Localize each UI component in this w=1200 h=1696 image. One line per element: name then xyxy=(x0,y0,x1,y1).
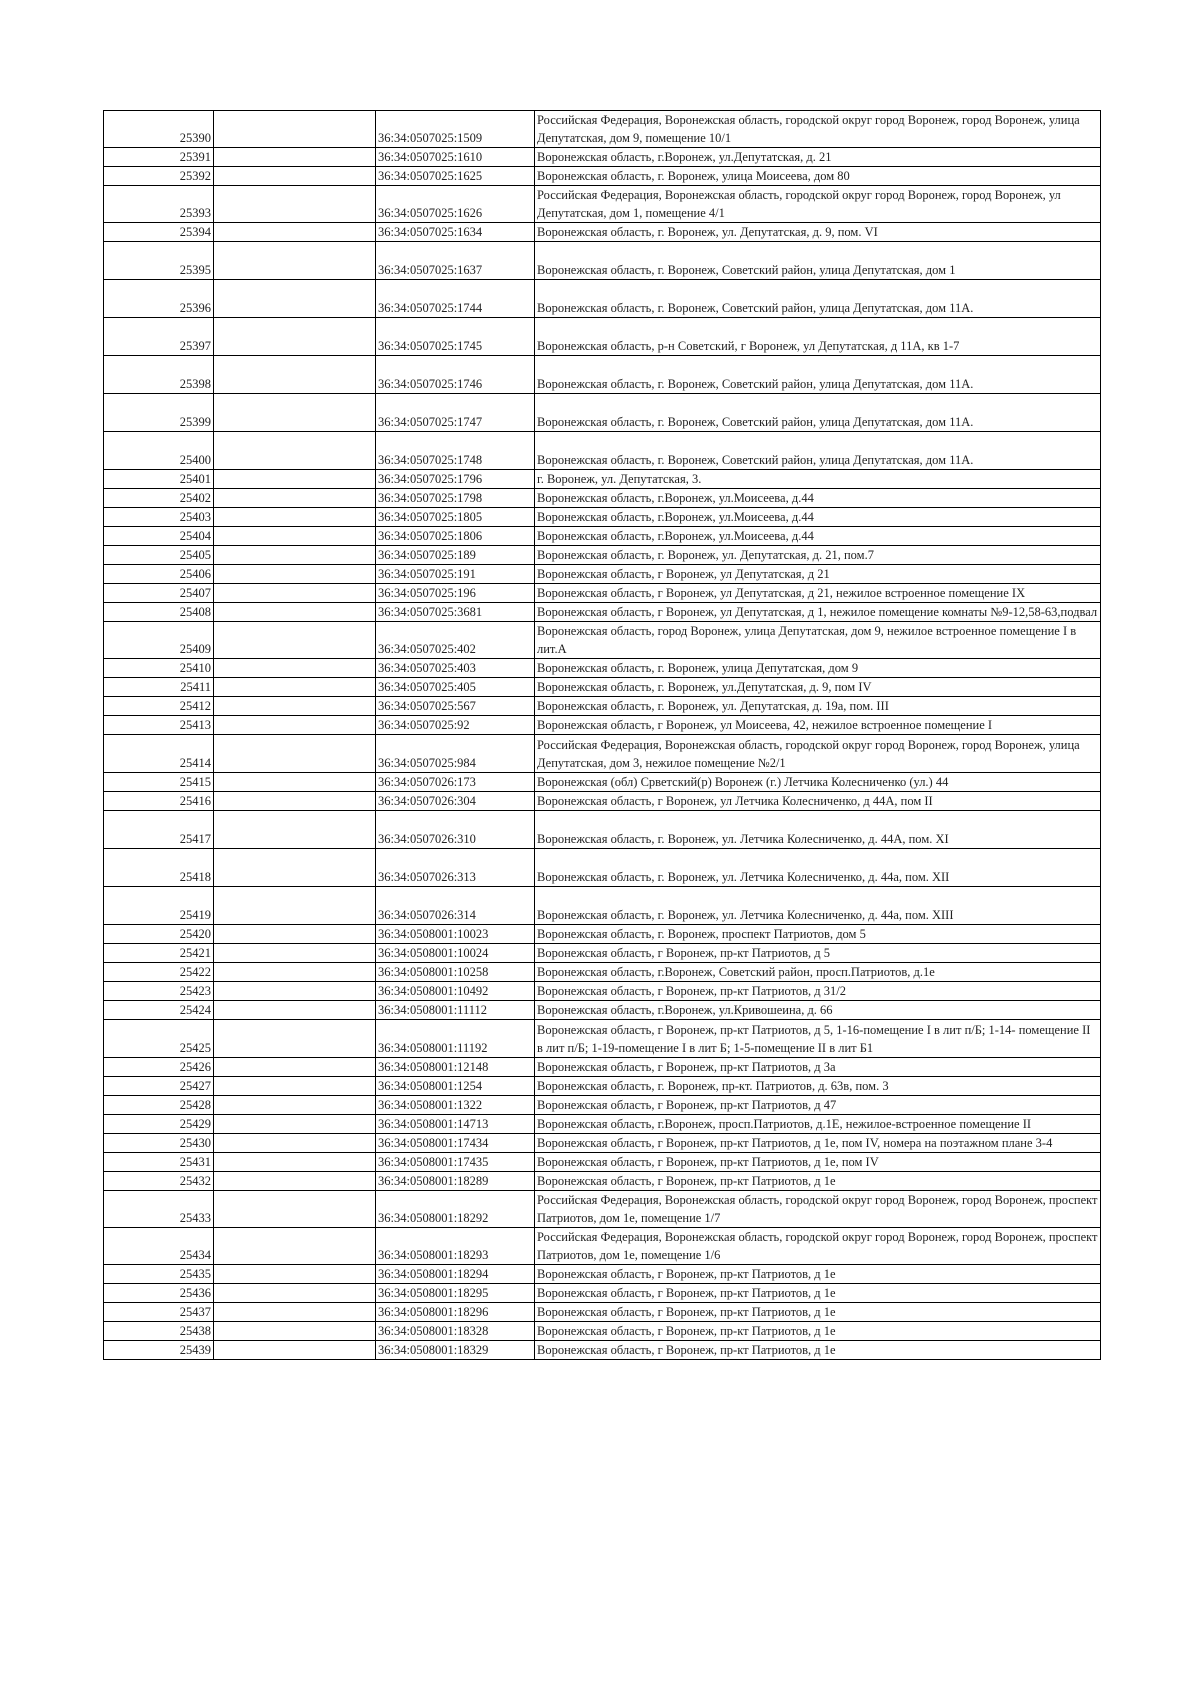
table-row xyxy=(104,546,1101,565)
table-row xyxy=(104,849,1101,887)
table-row xyxy=(104,716,1101,735)
address: Воронежская область, г. Воронеж, улица Моисеева, дом 80 xyxy=(535,167,1101,186)
row-number: 25418 xyxy=(104,849,214,887)
cadastral-number: 36:34:0507026:313 xyxy=(376,849,535,887)
address: Воронежская область, г. Воронеж, ул. Летчика Колесниченко, д. 44А, пом. XI xyxy=(535,811,1101,849)
cadastral-number: 36:34:0508001:18328 xyxy=(376,1322,535,1341)
empty-cell xyxy=(214,1077,376,1096)
cadastral-number: 36:34:0507025:405 xyxy=(376,678,535,697)
empty-cell xyxy=(214,963,376,982)
row-number: 25394 xyxy=(104,223,214,242)
address: Воронежская область, г Воронеж, пр-кт Патриотов, д 1е xyxy=(535,1172,1101,1191)
row-number: 25412 xyxy=(104,697,214,716)
table-row xyxy=(104,887,1101,925)
address: Воронежская область, г Воронеж, пр-кт Патриотов, д 1е xyxy=(535,1303,1101,1322)
cadastral-number: 36:34:0508001:10258 xyxy=(376,963,535,982)
cadastral-number: 36:34:0507025:1748 xyxy=(376,432,535,470)
table-row xyxy=(104,148,1101,167)
row-number: 25422 xyxy=(104,963,214,982)
address: Российская Федерация, Воронежская область, городской округ город Воронеж, город Воронеж, улица Депутатская, дом 9, помещение 10/1 xyxy=(535,111,1101,148)
table-row xyxy=(104,792,1101,811)
table-row xyxy=(104,1096,1101,1115)
address: Воронежская область, г Воронеж, пр-кт Патриотов, д 3а xyxy=(535,1058,1101,1077)
row-number: 25426 xyxy=(104,1058,214,1077)
cadastral-number: 36:34:0508001:18294 xyxy=(376,1265,535,1284)
cadastral-number: 36:34:0507025:402 xyxy=(376,622,535,659)
cadastral-number: 36:34:0508001:18295 xyxy=(376,1284,535,1303)
table-row xyxy=(104,470,1101,489)
address: Воронежская область, г.Воронеж, ул.Моисеева, д.44 xyxy=(535,508,1101,527)
row-number: 25400 xyxy=(104,432,214,470)
table-row xyxy=(104,697,1101,716)
table-row xyxy=(104,1172,1101,1191)
empty-cell xyxy=(214,223,376,242)
table-row xyxy=(104,242,1101,280)
address: г. Воронеж, ул. Депутатская, 3. xyxy=(535,470,1101,489)
empty-cell xyxy=(214,603,376,622)
empty-cell xyxy=(214,659,376,678)
cadastral-number: 36:34:0507025:3681 xyxy=(376,603,535,622)
cadastral-number: 36:34:0507025:1746 xyxy=(376,356,535,394)
table-row xyxy=(104,1134,1101,1153)
address: Воронежская область, г.Воронеж, ул.Моисеева, д.44 xyxy=(535,527,1101,546)
row-number: 25414 xyxy=(104,735,214,773)
cadastral-number: 36:34:0508001:1254 xyxy=(376,1077,535,1096)
address: Воронежская область, г. Воронеж, Советский район, улица Депутатская, дом 11А. xyxy=(535,432,1101,470)
address: Воронежская область, г.Воронеж, ул.Кривошеина, д. 66 xyxy=(535,1001,1101,1020)
row-number: 25392 xyxy=(104,167,214,186)
table-row xyxy=(104,1303,1101,1322)
row-number: 25408 xyxy=(104,603,214,622)
row-number: 25397 xyxy=(104,318,214,356)
empty-cell xyxy=(214,1153,376,1172)
table-row xyxy=(104,1265,1101,1284)
empty-cell xyxy=(214,318,376,356)
empty-cell xyxy=(214,678,376,697)
cadastral-number: 36:34:0507026:314 xyxy=(376,887,535,925)
cadastral-number: 36:34:0507025:403 xyxy=(376,659,535,678)
row-number: 25404 xyxy=(104,527,214,546)
empty-cell xyxy=(214,944,376,963)
empty-cell xyxy=(214,356,376,394)
row-number: 25415 xyxy=(104,773,214,792)
table-row xyxy=(104,603,1101,622)
cadastral-number: 36:34:0508001:18329 xyxy=(376,1341,535,1360)
address: Российская Федерация, Воронежская область, городской округ город Воронеж, город Воронеж, улица Депутатская, дом 3, нежилое помещение №2/1 xyxy=(535,735,1101,773)
row-number: 25411 xyxy=(104,678,214,697)
cadastral-number: 36:34:0507025:1625 xyxy=(376,167,535,186)
cadastral-number: 36:34:0507025:196 xyxy=(376,584,535,603)
row-number: 25425 xyxy=(104,1020,214,1058)
table-row xyxy=(104,1020,1101,1058)
row-number: 25390 xyxy=(104,111,214,148)
table-row xyxy=(104,565,1101,584)
cadastral-number: 36:34:0507025:191 xyxy=(376,565,535,584)
row-number: 25433 xyxy=(104,1191,214,1228)
address: Воронежская область, г Воронеж, пр-кт Патриотов, д 1е, пом IV xyxy=(535,1153,1101,1172)
row-number: 25419 xyxy=(104,887,214,925)
address: Воронежская область, г Воронеж, пр-кт Патриотов, д 5 xyxy=(535,944,1101,963)
cadastral-number: 36:34:0507025:92 xyxy=(376,716,535,735)
table-row xyxy=(104,1191,1101,1228)
row-number: 25424 xyxy=(104,1001,214,1020)
empty-cell xyxy=(214,716,376,735)
table-row xyxy=(104,1001,1101,1020)
address: Воронежская область, г. Воронеж, Советский район, улица Депутатская, дом 1 xyxy=(535,242,1101,280)
cadastral-number: 36:34:0507026:173 xyxy=(376,773,535,792)
cadastral-number: 36:34:0508001:10024 xyxy=(376,944,535,963)
cadastral-number: 36:34:0507025:1805 xyxy=(376,508,535,527)
empty-cell xyxy=(214,167,376,186)
address: Воронежская область, г.Воронеж, ул.Моисеева, д.44 xyxy=(535,489,1101,508)
registry-table-body xyxy=(104,111,1101,1360)
empty-cell xyxy=(214,242,376,280)
row-number: 25413 xyxy=(104,716,214,735)
empty-cell xyxy=(214,1191,376,1228)
cadastral-number: 36:34:0507025:1747 xyxy=(376,394,535,432)
empty-cell xyxy=(214,925,376,944)
table-row xyxy=(104,963,1101,982)
empty-cell xyxy=(214,1265,376,1284)
address: Воронежская область, г. Воронеж, Советский район, улица Депутатская, дом 11А. xyxy=(535,356,1101,394)
empty-cell xyxy=(214,982,376,1001)
address: Воронежская область, город Воронеж, улица Депутатская, дом 9, нежилое встроенное помещение I в лит.А xyxy=(535,622,1101,659)
empty-cell xyxy=(214,811,376,849)
cadastral-number: 36:34:0508001:18292 xyxy=(376,1191,535,1228)
row-number: 25410 xyxy=(104,659,214,678)
registry-table xyxy=(103,110,1101,1360)
table-row xyxy=(104,735,1101,773)
empty-cell xyxy=(214,887,376,925)
empty-cell xyxy=(214,1096,376,1115)
table-row xyxy=(104,111,1101,148)
empty-cell xyxy=(214,1322,376,1341)
table-row xyxy=(104,678,1101,697)
row-number: 25423 xyxy=(104,982,214,1001)
address: Воронежская область, г. Воронеж, Советский район, улица Депутатская, дом 11А. xyxy=(535,280,1101,318)
table-row xyxy=(104,527,1101,546)
cadastral-number: 36:34:0507025:1509 xyxy=(376,111,535,148)
cadastral-number: 36:34:0507025:1637 xyxy=(376,242,535,280)
address: Воронежская область, г Воронеж, ул Депутатская, д 21, нежилое встроенное помещение IX xyxy=(535,584,1101,603)
table-row xyxy=(104,1341,1101,1360)
empty-cell xyxy=(214,1303,376,1322)
address: Воронежская область, г Воронеж, пр-кт Патриотов, д 1е xyxy=(535,1322,1101,1341)
row-number: 25403 xyxy=(104,508,214,527)
cadastral-number: 36:34:0507025:1610 xyxy=(376,148,535,167)
address: Воронежская область, г Воронеж, пр-кт Патриотов, д 47 xyxy=(535,1096,1101,1115)
row-number: 25427 xyxy=(104,1077,214,1096)
table-row xyxy=(104,659,1101,678)
address: Воронежская область, г Воронеж, пр-кт Патриотов, д 1е, пом IV, номера на поэтажном плане 3-4 xyxy=(535,1134,1101,1153)
table-row xyxy=(104,432,1101,470)
empty-cell xyxy=(214,148,376,167)
row-number: 25439 xyxy=(104,1341,214,1360)
address: Воронежская область, г. Воронеж, ул. Летчика Колесниченко, д. 44а, пом. XIII xyxy=(535,887,1101,925)
table-row xyxy=(104,508,1101,527)
address: Российская Федерация, Воронежская область, городской округ город Воронеж, город Воронеж, проспект Патриотов, дом 1е, помещение 1/7 xyxy=(535,1191,1101,1228)
table-row xyxy=(104,622,1101,659)
empty-cell xyxy=(214,792,376,811)
cadastral-number: 36:34:0508001:12148 xyxy=(376,1058,535,1077)
cadastral-number: 36:34:0507025:1634 xyxy=(376,223,535,242)
address: Воронежская область, г Воронеж, пр-кт Патриотов, д 1е xyxy=(535,1265,1101,1284)
address: Воронежская область, р-н Советский, г Воронеж, ул Депутатская, д 11А, кв 1-7 xyxy=(535,318,1101,356)
cadastral-number: 36:34:0507025:1626 xyxy=(376,186,535,223)
table-row xyxy=(104,1077,1101,1096)
address: Воронежская (обл) Срветский(р) Воронеж (г.) Летчика Колесниченко (ул.) 44 xyxy=(535,773,1101,792)
table-row xyxy=(104,584,1101,603)
empty-cell xyxy=(214,1172,376,1191)
empty-cell xyxy=(214,849,376,887)
empty-cell xyxy=(214,1228,376,1265)
address: Воронежская область, г. Воронеж, ул. Депутатская, д. 21, пом.7 xyxy=(535,546,1101,565)
row-number: 25395 xyxy=(104,242,214,280)
row-number: 25428 xyxy=(104,1096,214,1115)
cadastral-number: 36:34:0508001:14713 xyxy=(376,1115,535,1134)
row-number: 25430 xyxy=(104,1134,214,1153)
empty-cell xyxy=(214,1115,376,1134)
address: Воронежская область, г.Воронеж, ул.Депутатская, д. 21 xyxy=(535,148,1101,167)
address: Воронежская область, г. Воронеж, улица Депутатская, дом 9 xyxy=(535,659,1101,678)
empty-cell xyxy=(214,565,376,584)
table-row xyxy=(104,394,1101,432)
row-number: 25399 xyxy=(104,394,214,432)
table-row xyxy=(104,186,1101,223)
row-number: 25396 xyxy=(104,280,214,318)
empty-cell xyxy=(214,394,376,432)
empty-cell xyxy=(214,1134,376,1153)
row-number: 25420 xyxy=(104,925,214,944)
address: Воронежская область, г. Воронеж, Советский район, улица Депутатская, дом 11А. xyxy=(535,394,1101,432)
table-row xyxy=(104,1115,1101,1134)
row-number: 25416 xyxy=(104,792,214,811)
table-row xyxy=(104,167,1101,186)
empty-cell xyxy=(214,186,376,223)
empty-cell xyxy=(214,622,376,659)
row-number: 25401 xyxy=(104,470,214,489)
table-row xyxy=(104,223,1101,242)
cadastral-number: 36:34:0507025:984 xyxy=(376,735,535,773)
row-number: 25393 xyxy=(104,186,214,223)
empty-cell xyxy=(214,280,376,318)
row-number: 25434 xyxy=(104,1228,214,1265)
empty-cell xyxy=(214,508,376,527)
row-number: 25431 xyxy=(104,1153,214,1172)
cadastral-number: 36:34:0507025:1745 xyxy=(376,318,535,356)
address: Воронежская область, г. Воронеж, ул.Депутатская, д. 9, пом IV xyxy=(535,678,1101,697)
empty-cell xyxy=(214,489,376,508)
address: Воронежская область, г Воронеж, ул Депутатская, д 1, нежилое помещение комнаты №9-12,58-63,подвал xyxy=(535,603,1101,622)
empty-cell xyxy=(214,1001,376,1020)
table-row xyxy=(104,356,1101,394)
address: Воронежская область, г. Воронеж, ул. Депутатская, д. 9, пом. VI xyxy=(535,223,1101,242)
table-row xyxy=(104,1058,1101,1077)
empty-cell xyxy=(214,470,376,489)
empty-cell xyxy=(214,697,376,716)
cadastral-number: 36:34:0508001:18296 xyxy=(376,1303,535,1322)
cadastral-number: 36:34:0507025:567 xyxy=(376,697,535,716)
row-number: 25405 xyxy=(104,546,214,565)
row-number: 25409 xyxy=(104,622,214,659)
cadastral-number: 36:34:0508001:1322 xyxy=(376,1096,535,1115)
empty-cell xyxy=(214,546,376,565)
cadastral-number: 36:34:0508001:17435 xyxy=(376,1153,535,1172)
empty-cell xyxy=(214,1058,376,1077)
table-row xyxy=(104,1153,1101,1172)
cadastral-number: 36:34:0507026:310 xyxy=(376,811,535,849)
address: Российская Федерация, Воронежская область, городской округ город Воронеж, город Воронеж, проспект Патриотов, дом 1е, помещение 1/6 xyxy=(535,1228,1101,1265)
address: Воронежская область, г Воронеж, пр-кт Патриотов, д 1е xyxy=(535,1341,1101,1360)
empty-cell xyxy=(214,773,376,792)
row-number: 25438 xyxy=(104,1322,214,1341)
cadastral-number: 36:34:0508001:18293 xyxy=(376,1228,535,1265)
cadastral-number: 36:34:0508001:10023 xyxy=(376,925,535,944)
table-row xyxy=(104,944,1101,963)
cadastral-number: 36:34:0508001:18289 xyxy=(376,1172,535,1191)
empty-cell xyxy=(214,111,376,148)
address: Воронежская область, г. Воронеж, пр-кт. Патриотов, д. 63в, пом. 3 xyxy=(535,1077,1101,1096)
row-number: 25436 xyxy=(104,1284,214,1303)
row-number: 25437 xyxy=(104,1303,214,1322)
table-row xyxy=(104,925,1101,944)
empty-cell xyxy=(214,1284,376,1303)
empty-cell xyxy=(214,735,376,773)
empty-cell xyxy=(214,1020,376,1058)
table-row xyxy=(104,1228,1101,1265)
cadastral-number: 36:34:0507026:304 xyxy=(376,792,535,811)
cadastral-number: 36:34:0507025:189 xyxy=(376,546,535,565)
row-number: 25391 xyxy=(104,148,214,167)
cadastral-number: 36:34:0508001:11112 xyxy=(376,1001,535,1020)
cadastral-number: 36:34:0508001:11192 xyxy=(376,1020,535,1058)
row-number: 25406 xyxy=(104,565,214,584)
table-row xyxy=(104,489,1101,508)
address: Российская Федерация, Воронежская область, городской округ город Воронеж, город Воронеж, ул Депутатская, дом 1, помещение 4/1 xyxy=(535,186,1101,223)
cadastral-number: 36:34:0508001:10492 xyxy=(376,982,535,1001)
cadastral-number: 36:34:0507025:1796 xyxy=(376,470,535,489)
row-number: 25407 xyxy=(104,584,214,603)
address: Воронежская область, г Воронеж, ул Летчика Колесниченко, д 44А, пом II xyxy=(535,792,1101,811)
table-row xyxy=(104,982,1101,1001)
table-row xyxy=(104,280,1101,318)
address: Воронежская область, г Воронеж, пр-кт Патриотов, д 1е xyxy=(535,1284,1101,1303)
address: Воронежская область, г. Воронеж, проспект Патриотов, дом 5 xyxy=(535,925,1101,944)
row-number: 25435 xyxy=(104,1265,214,1284)
address: Воронежская область, г.Воронеж, Советский район, просп.Патриотов, д.1е xyxy=(535,963,1101,982)
empty-cell xyxy=(214,432,376,470)
row-number: 25432 xyxy=(104,1172,214,1191)
table-row xyxy=(104,318,1101,356)
address: Воронежская область, г Воронеж, пр-кт Патриотов, д 31/2 xyxy=(535,982,1101,1001)
table-row xyxy=(104,773,1101,792)
row-number: 25421 xyxy=(104,944,214,963)
table-row xyxy=(104,1284,1101,1303)
row-number: 25402 xyxy=(104,489,214,508)
row-number: 25429 xyxy=(104,1115,214,1134)
row-number: 25398 xyxy=(104,356,214,394)
cadastral-number: 36:34:0507025:1798 xyxy=(376,489,535,508)
row-number: 25417 xyxy=(104,811,214,849)
address: Воронежская область, г Воронеж, ул Моисеева, 42, нежилое встроенное помещение I xyxy=(535,716,1101,735)
empty-cell xyxy=(214,584,376,603)
cadastral-number: 36:34:0507025:1806 xyxy=(376,527,535,546)
table-row xyxy=(104,811,1101,849)
cadastral-number: 36:34:0508001:17434 xyxy=(376,1134,535,1153)
address: Воронежская область, г.Воронеж, просп.Патриотов, д.1Е, нежилое-встроенное помещение II xyxy=(535,1115,1101,1134)
address: Воронежская область, г Воронеж, пр-кт Патриотов, д 5, 1-16-помещение I в лит п/Б; 1-14- помещение II в лит п/Б; 1-19-помещение I в лит Б; 1-5-помещение II в лит Б1 xyxy=(535,1020,1101,1058)
empty-cell xyxy=(214,527,376,546)
table-row xyxy=(104,1322,1101,1341)
address: Воронежская область, г. Воронеж, ул. Депутатская, д. 19а, пом. III xyxy=(535,697,1101,716)
address: Воронежская область, г Воронеж, ул Депутатская, д 21 xyxy=(535,565,1101,584)
cadastral-number: 36:34:0507025:1744 xyxy=(376,280,535,318)
address: Воронежская область, г. Воронеж, ул. Летчика Колесниченко, д. 44а, пом. XII xyxy=(535,849,1101,887)
empty-cell xyxy=(214,1341,376,1360)
